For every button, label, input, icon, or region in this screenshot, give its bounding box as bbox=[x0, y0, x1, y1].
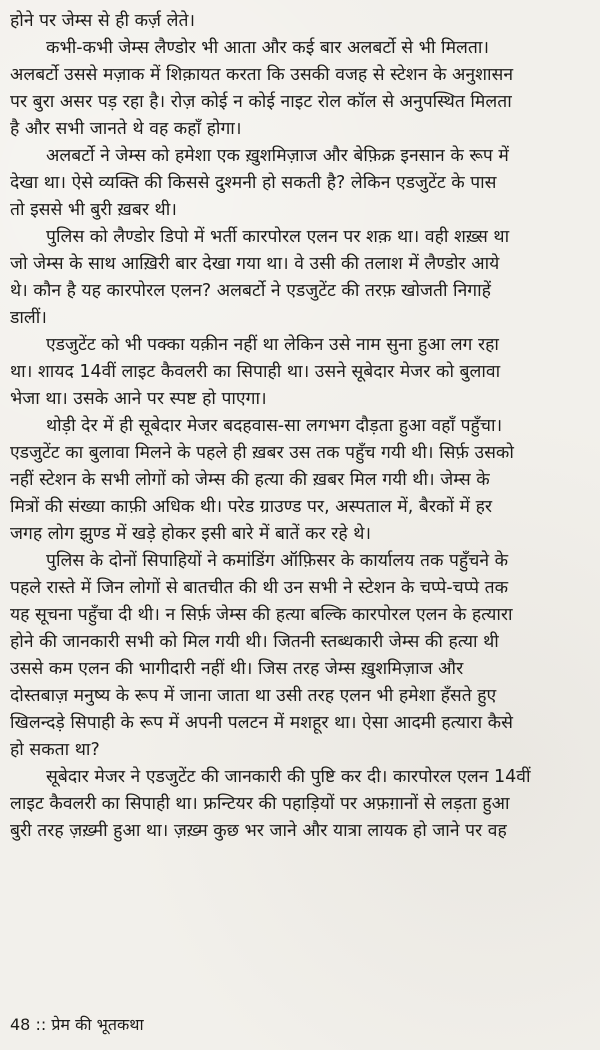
text-line: अलबर्टो उससे मज़ाक में शिक़ायत करता कि उसकी वजह से स्टेशन के अनुशासन bbox=[10, 65, 514, 85]
text-line: पहले रास्ते में जिन लोगों से बातचीत की थी उन सभी ने स्टेशन के चप्पे-चप्पे तक bbox=[10, 578, 509, 598]
text-line: खिलन्दड़े सिपाही के रूप में अपनी पलटन में मशहूर था। ऐसा आदमी हत्यारा कैसे bbox=[10, 713, 513, 733]
text-line: नहीं स्टेशन के सभी लोगों को जेम्स की हत्या की ख़बर मिल गयी थी। जेम्स के bbox=[10, 470, 490, 490]
text-line: देखा था। ऐसे व्यक्ति की किससे दुश्मनी हो सकती है? लेकिन एडजुटेंट के पास bbox=[10, 173, 497, 193]
text-line: लाइट कैवलरी का सिपाही था। फ्रन्टियर की पहाड़ियों पर अफ़ग़ानों से लड़ता हुआ bbox=[10, 794, 510, 814]
paragraph-start-line: एडजुटेंट को भी पक्का यक़ीन नहीं था लेकिन उसे नाम सुना हुआ लग रहा bbox=[46, 335, 499, 355]
text-line: यह सूचना पहुँचा दी थी। न सिर्फ़ जेम्स की हत्या बल्कि कारपोरल एलन के हत्यारा bbox=[10, 605, 513, 625]
text-line: हो सकता था? bbox=[10, 740, 100, 760]
text-line: दोस्तबाज़ मनुष्य के रूप में जाना जाता था उसी तरह एलन भी हमेशा हँसते हुए bbox=[10, 686, 497, 706]
page-footer: 48 :: प्रेम की भूतकथा bbox=[10, 1015, 144, 1034]
paragraph-start-line: कभी-कभी जेम्स लैण्डोर भी आता और कई बार अलबर्टो से भी मिलता। bbox=[46, 38, 490, 58]
text-line: तो इससे भी बुरी ख़बर थी। bbox=[10, 200, 177, 220]
text-line: है और सभी जानते थे वह कहाँ होगा। bbox=[10, 119, 242, 139]
paragraph-start-line: पुलिस के दोनों सिपाहियों ने कमांडिंग ऑफ़िसर के कार्यालय तक पहुँचने के bbox=[46, 551, 509, 571]
text-line: भेजा था। उसके आने पर स्पष्ट हो पाएगा। bbox=[10, 389, 267, 409]
text-line: था। शायद 14वीं लाइट कैवलरी का सिपाही था। उसने सूबेदार मेजर को बुलावा bbox=[10, 362, 501, 382]
text-line: होने की जानकारी सभी को मिल गयी थी। जितनी स्तब्धकारी जेम्स की हत्या थी bbox=[10, 632, 499, 652]
text-line: जगह लोग झुण्ड में खड़े होकर इसी बारे में बातें कर रहे थे। bbox=[10, 524, 372, 544]
text-line: डालीं। bbox=[10, 308, 47, 328]
text-line: एडजुटेंट का बुलावा मिलने के पहले ही ख़बर उस तक पहुँच गयी थी। सिर्फ़ उसको bbox=[10, 443, 514, 463]
text-line: होने पर जेम्स से ही कर्ज़ लेते। bbox=[10, 11, 196, 31]
paragraph-start-line: पुलिस को लैण्डोर डिपो में भर्ती कारपोरल एलन पर शक़ था। वही शख़्स था bbox=[46, 227, 510, 247]
text-line: जो जेम्स के साथ आख़िरी बार देखा गया था। वे उसी की तलाश में लैण्डोर आये bbox=[10, 254, 500, 274]
paragraph-start-line: थोड़ी देर में ही सूबेदार मेजर बदहवास-सा लगभग दौड़ता हुआ वहाँ पहुँचा। bbox=[46, 416, 503, 436]
text-line: उससे कम एलन की भागीदारी नहीं थी। जिस तरह जेम्स ख़ुशमिज़ाज और bbox=[10, 659, 464, 679]
text-line: पर बुरा असर पड़ रहा है। रोज़ कोई न कोई नाइट रोल कॉल से अनुपस्थित मिलता bbox=[10, 92, 512, 112]
text-line: बुरी तरह ज़ख़्मी हुआ था। ज़ख़्म कुछ भर जाने और यात्रा लायक हो जाने पर वह bbox=[10, 821, 507, 841]
text-line: मित्रों की संख्या काफ़ी अधिक थी। परेड ग्राउण्ड पर, अस्पताल में, बैरकों में हर bbox=[10, 497, 493, 517]
paragraph-start-line: सूबेदार मेजर ने एडजुटेंट की जानकारी की पुष्टि कर दी। कारपोरल एलन 14वीं bbox=[46, 767, 531, 787]
text-line: थे। कौन है यह कारपोरल एलन? अलबर्टो ने एडजुटेंट की तरफ़ खोजती निगाहें bbox=[10, 281, 491, 301]
body-text bbox=[10, 8, 595, 845]
paragraph-start-line: अलबर्टो ने जेम्स को हमेशा एक ख़ुशमिज़ाज और बेफ़िक्र इनसान के रूप में bbox=[46, 146, 509, 166]
